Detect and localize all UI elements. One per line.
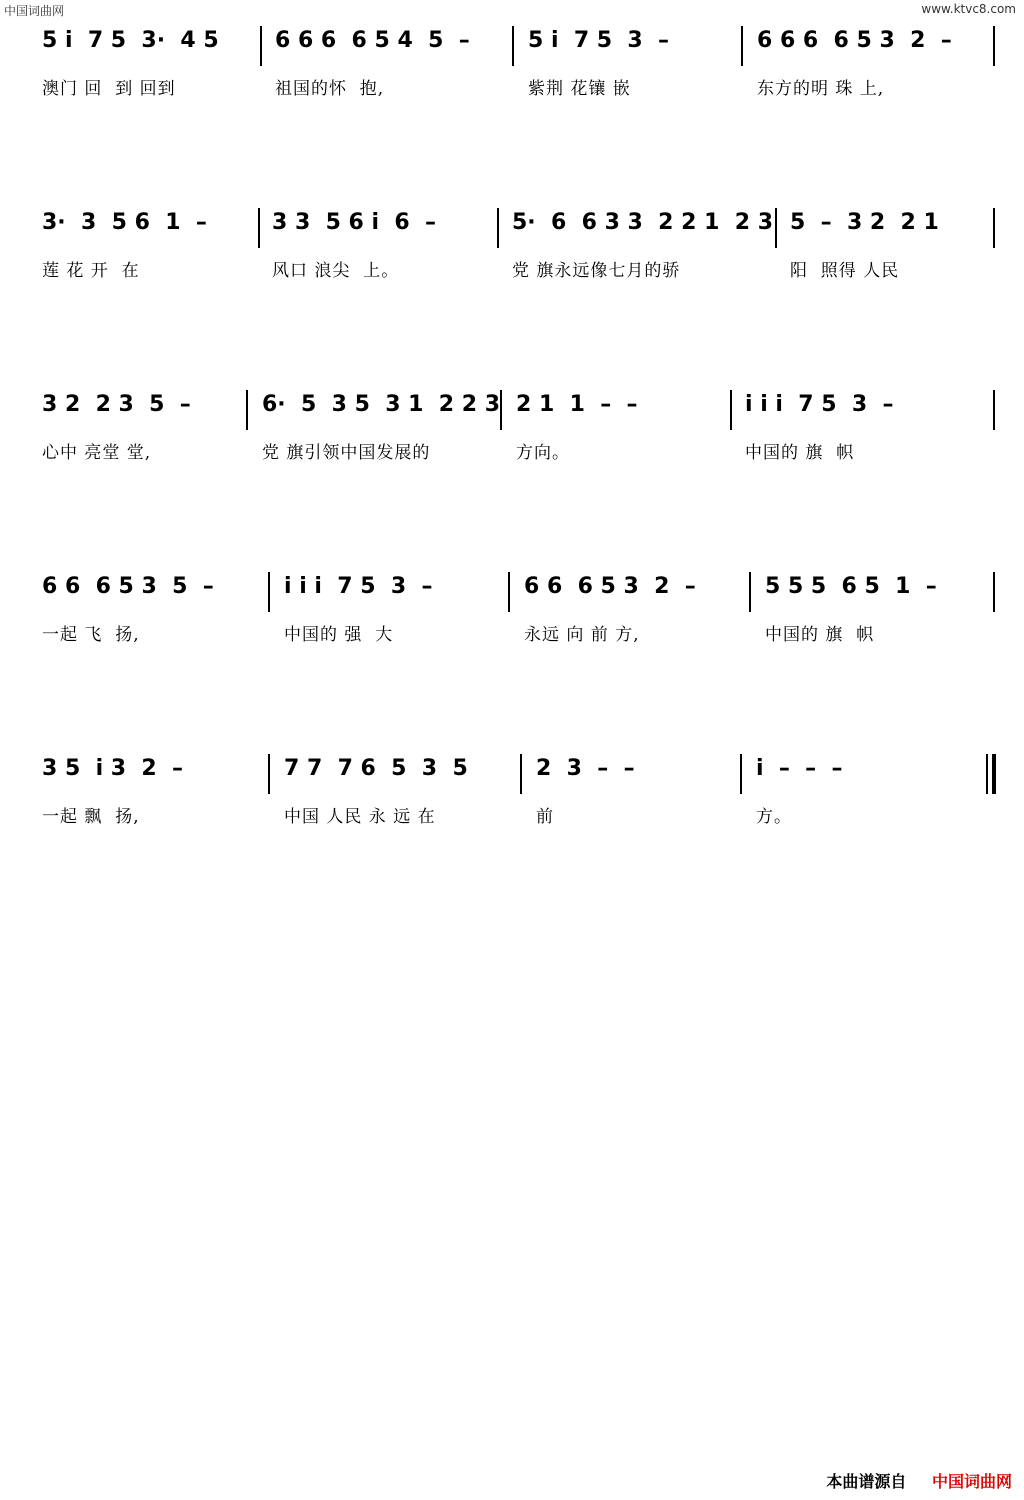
- barline: [260, 26, 262, 66]
- lyric: 永远 向 前 方,: [524, 625, 640, 645]
- barline: [730, 390, 732, 430]
- score-system-5: [0, 740, 1024, 840]
- barline: [993, 208, 995, 248]
- barline: [775, 208, 777, 248]
- barline: [497, 208, 499, 248]
- measure: 6 6 6 6 5 4 5 –: [275, 28, 470, 53]
- score-system-3: [0, 376, 1024, 476]
- barline: [986, 754, 988, 794]
- barline: [508, 572, 510, 612]
- score-system-4: [0, 558, 1024, 658]
- lyrics-line: [0, 802, 1024, 832]
- lyrics-line: [0, 74, 1024, 104]
- lyric: 中国的 强 大: [284, 625, 394, 645]
- measure: i – – –: [756, 756, 843, 781]
- barline: [258, 208, 260, 248]
- notation-line: [0, 376, 1024, 426]
- lyrics-line: [0, 256, 1024, 286]
- lyric: 方。: [756, 807, 792, 827]
- lyric: 方向。: [516, 443, 570, 463]
- lyrics-line: [0, 620, 1024, 650]
- lyric: 一起 飘 扬,: [42, 807, 140, 827]
- measure: 3 5 i 3 2 –: [42, 756, 184, 781]
- lyric: 阳 照得 人民: [790, 261, 900, 281]
- lyric: 风口 浪尖 上。: [272, 261, 400, 281]
- lyric: 心中 亮堂 堂,: [42, 443, 152, 463]
- barline: [741, 26, 743, 66]
- measure: 6 6 6 5 3 2 –: [524, 574, 696, 599]
- measure: 3 3 5 6 i 6 –: [272, 210, 437, 235]
- measure: 6 6 6 5 3 5 –: [42, 574, 214, 599]
- barline: [993, 390, 995, 430]
- measure: 7 7 7 6 5 3 5: [284, 756, 468, 781]
- lyric: 党 旗引领中国发展的: [262, 443, 431, 463]
- barline: [740, 754, 742, 794]
- lyric: 莲 花 开 在: [42, 261, 140, 281]
- measure: i i i 7 5 3 –: [745, 392, 894, 417]
- barline: [246, 390, 248, 430]
- barline: [993, 26, 995, 66]
- notation-line: [0, 740, 1024, 790]
- measure: 2 3 – –: [536, 756, 635, 781]
- notation-line: [0, 558, 1024, 608]
- measure: 5 – 3 2 2 1: [790, 210, 939, 235]
- barline: [500, 390, 502, 430]
- measure: 6 6 6 6 5 3 2 –: [757, 28, 952, 53]
- lyric: 党 旗永远像七月的骄: [512, 261, 681, 281]
- lyric: 中国的 旗 帜: [745, 443, 855, 463]
- measure: 5 5 5 6 5 1 –: [765, 574, 937, 599]
- lyric: 一起 飞 扬,: [42, 625, 140, 645]
- score-system-2: [0, 194, 1024, 294]
- barline: [520, 754, 522, 794]
- score-system-1: [0, 12, 1024, 112]
- site-name-left: 中国词曲网: [4, 4, 65, 18]
- barline: [512, 26, 514, 66]
- brand-link[interactable]: 中国词曲网: [931, 1472, 1012, 1491]
- measure: 6· 5 3 5 3 1 2 2 3: [262, 392, 501, 417]
- source-label: 本曲谱源自: [826, 1472, 907, 1491]
- site-url-right: www.ktvc8.com: [921, 2, 1016, 16]
- lyric: 祖国的怀 抱,: [275, 79, 385, 99]
- lyrics-line: [0, 438, 1024, 468]
- lyric: 前: [536, 807, 554, 827]
- lyric: 紫荆 花镶 嵌: [528, 79, 631, 99]
- measure: 2 1 1 – –: [516, 392, 638, 417]
- barline: [268, 754, 270, 794]
- measure: 3· 3 5 6 1 –: [42, 210, 207, 235]
- measure: 3 2 2 3 5 –: [42, 392, 191, 417]
- notation-line: [0, 194, 1024, 244]
- barline: [749, 572, 751, 612]
- barline: [268, 572, 270, 612]
- measure: i i i 7 5 3 –: [284, 574, 433, 599]
- measure: 5· 6 6 3 3 2 2 1 2 3: [512, 210, 774, 235]
- barline: [993, 572, 995, 612]
- final-barline: [992, 754, 996, 794]
- measure: 5 i 7 5 3 –: [528, 28, 670, 53]
- lyric: 中国 人民 永 远 在: [284, 807, 436, 827]
- lyric: 东方的明 珠 上,: [757, 79, 885, 99]
- lyric: 中国的 旗 帜: [765, 625, 875, 645]
- measure: 5 i 7 5 3· 4 5: [42, 28, 219, 53]
- footer-credit: [826, 1469, 1012, 1492]
- lyric: 澳门 回 到 回到: [42, 79, 176, 99]
